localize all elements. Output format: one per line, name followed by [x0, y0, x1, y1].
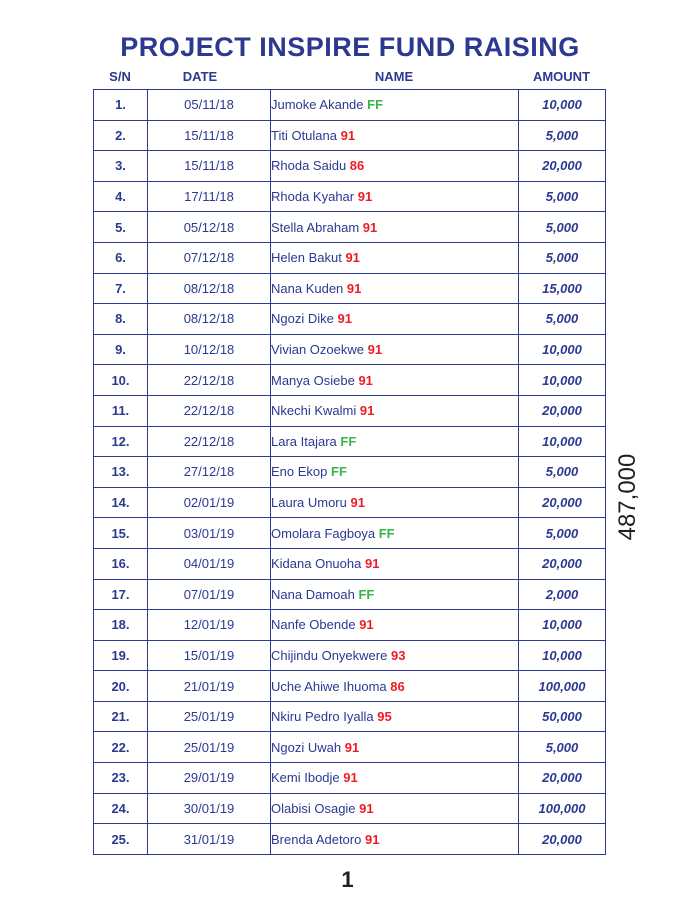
row-code: 91: [345, 250, 360, 266]
column-header-amount: AMOUNT: [532, 69, 591, 84]
row-name: Rhoda Saidu: [271, 158, 347, 174]
row-date: 21/01/19: [148, 671, 271, 702]
row-date: 03/01/19: [148, 518, 271, 549]
row-name-cell: [271, 487, 519, 518]
table-row: [94, 90, 606, 121]
row-amount: 10,000: [519, 334, 606, 365]
row-date: 12/01/19: [148, 610, 271, 641]
table-row: [94, 610, 606, 641]
row-code: 91: [343, 770, 358, 786]
grand-total: 487,000: [614, 453, 641, 541]
column-header-sn: S/N: [109, 69, 131, 84]
row-serial-number: 16.: [94, 548, 148, 579]
row-code: 93: [390, 647, 406, 663]
row-code: 86: [349, 158, 365, 174]
row-amount: 2,000: [519, 579, 606, 610]
row-code: FF: [340, 433, 357, 449]
row-date: 22/12/18: [148, 395, 271, 426]
row-name-cell: [271, 304, 519, 335]
row-serial-number: 1.: [94, 90, 148, 121]
row-serial-number: 19.: [94, 640, 148, 671]
row-date: 25/01/19: [148, 701, 271, 732]
row-amount: 20,000: [519, 395, 606, 426]
row-code: 91: [337, 311, 352, 327]
row-name-cell: [271, 671, 519, 702]
row-serial-number: 23.: [94, 763, 148, 794]
table-row: [94, 151, 606, 182]
table-row: [94, 824, 606, 855]
row-name: Chijindu Onyekwere: [271, 647, 388, 663]
row-date: 04/01/19: [148, 548, 271, 579]
row-name-cell: [271, 518, 519, 549]
row-name: Nkechi Kwalmi: [271, 403, 357, 419]
row-code: 91: [367, 342, 383, 358]
row-name: Nkiru Pedro Iyalla: [271, 709, 374, 725]
row-name-cell: [271, 365, 519, 396]
table-row: [94, 365, 606, 396]
column-header-date: DATE: [182, 69, 218, 84]
row-name: Uche Ahiwe Ihuoma: [271, 678, 387, 694]
row-name-cell: [271, 793, 519, 824]
row-date: 15/01/19: [148, 640, 271, 671]
row-code: 91: [344, 739, 360, 755]
row-serial-number: 25.: [94, 824, 148, 855]
page-title: PROJECT INSPIRE FUND RAISING: [120, 32, 580, 62]
row-code: FF: [358, 586, 375, 602]
row-amount: 20,000: [519, 548, 606, 579]
row-date: 15/11/18: [148, 120, 271, 151]
row-code: 91: [359, 403, 375, 419]
row-serial-number: 22.: [94, 732, 148, 763]
table-row: [94, 212, 606, 243]
row-name: Kemi Ibodje: [271, 770, 340, 786]
row-code: 91: [364, 556, 380, 572]
row-serial-number: 13.: [94, 457, 148, 488]
row-amount: 5,000: [519, 304, 606, 335]
table-row: [94, 548, 606, 579]
row-name: Manya Osiebe: [271, 372, 355, 388]
row-date: 30/01/19: [148, 793, 271, 824]
row-amount: 5,000: [519, 120, 606, 151]
row-name-cell: [271, 212, 519, 243]
contributions-table: [93, 89, 606, 855]
row-code: FF: [331, 464, 347, 480]
row-amount: 5,000: [519, 242, 606, 273]
table-row: [94, 273, 606, 304]
row-amount: 10,000: [519, 640, 606, 671]
row-amount: 100,000: [519, 671, 606, 702]
table-row: [94, 579, 606, 610]
row-serial-number: 15.: [94, 518, 148, 549]
row-date: 15/11/18: [148, 151, 271, 182]
row-date: 08/12/18: [148, 273, 271, 304]
row-name: Jumoke Akande: [271, 97, 364, 113]
table-row: [94, 487, 606, 518]
row-code: FF: [378, 525, 395, 541]
row-date: 22/12/18: [148, 426, 271, 457]
row-date: 07/01/19: [148, 579, 271, 610]
row-amount: 5,000: [519, 518, 606, 549]
row-serial-number: 8.: [94, 304, 148, 335]
row-name-cell: [271, 181, 519, 212]
row-code: FF: [367, 97, 384, 113]
row-name-cell: [271, 824, 519, 855]
row-name-cell: [271, 610, 519, 641]
row-date: 10/12/18: [148, 334, 271, 365]
row-code: 91: [359, 617, 374, 633]
row-serial-number: 21.: [94, 701, 148, 732]
row-code: 86: [390, 678, 405, 694]
table-row: [94, 763, 606, 794]
row-serial-number: 17.: [94, 579, 148, 610]
table-row: [94, 457, 606, 488]
row-code: 91: [340, 127, 356, 143]
row-name-cell: [271, 763, 519, 794]
row-serial-number: 18.: [94, 610, 148, 641]
row-name-cell: [271, 395, 519, 426]
row-name: Vivian Ozoekwe: [271, 342, 364, 358]
row-code: 91: [359, 800, 374, 816]
row-amount: 20,000: [519, 487, 606, 518]
row-name: Eno Ekop: [271, 464, 328, 480]
row-code: 91: [358, 372, 373, 388]
row-name-cell: [271, 90, 519, 121]
row-amount: 20,000: [519, 151, 606, 182]
row-serial-number: 2.: [94, 120, 148, 151]
table-row: [94, 242, 606, 273]
row-amount: 5,000: [519, 732, 606, 763]
row-amount: 10,000: [519, 90, 606, 121]
row-name-cell: [271, 548, 519, 579]
row-code: 91: [350, 495, 365, 511]
table-row: [94, 426, 606, 457]
row-serial-number: 7.: [94, 273, 148, 304]
table-row: [94, 701, 606, 732]
row-code: 91: [362, 219, 378, 235]
row-name-cell: [271, 242, 519, 273]
row-date: 29/01/19: [148, 763, 271, 794]
row-name-cell: [271, 273, 519, 304]
table-row: [94, 732, 606, 763]
row-name: Nana Damoah: [271, 586, 355, 602]
row-date: 07/12/18: [148, 242, 271, 273]
row-name-cell: [271, 457, 519, 488]
row-serial-number: 9.: [94, 334, 148, 365]
row-name: Omolara Fagboya: [271, 525, 376, 541]
row-code: 91: [357, 189, 373, 205]
row-date: 25/01/19: [148, 732, 271, 763]
row-name-cell: [271, 151, 519, 182]
row-date: 31/01/19: [148, 824, 271, 855]
contributions-table-body: [94, 90, 606, 855]
row-name-cell: [271, 426, 519, 457]
row-date: 22/12/18: [148, 365, 271, 396]
row-serial-number: 5.: [94, 212, 148, 243]
row-name: Laura Umoru: [271, 495, 347, 511]
row-code: 91: [346, 280, 362, 296]
row-name: Kidana Onuoha: [271, 556, 362, 572]
row-name: Olabisi Osagie: [271, 800, 356, 816]
table-row: [94, 304, 606, 335]
row-name-cell: [271, 701, 519, 732]
row-name: Titi Otulana: [271, 127, 337, 143]
row-amount: 10,000: [519, 426, 606, 457]
row-serial-number: 10.: [94, 365, 148, 396]
row-amount: 20,000: [519, 763, 606, 794]
row-amount: 10,000: [519, 610, 606, 641]
row-name-cell: [271, 640, 519, 671]
row-serial-number: 24.: [94, 793, 148, 824]
row-name: Rhoda Kyahar: [271, 189, 355, 205]
row-amount: 5,000: [519, 212, 606, 243]
row-amount: 50,000: [519, 701, 606, 732]
row-serial-number: 20.: [94, 671, 148, 702]
table-row: [94, 640, 606, 671]
page-number: 1: [341, 867, 354, 892]
row-name: Helen Bakut: [271, 250, 342, 266]
table-row: [94, 518, 606, 549]
row-amount: 10,000: [519, 365, 606, 396]
row-date: 05/12/18: [148, 212, 271, 243]
table-row: [94, 334, 606, 365]
row-name-cell: [271, 579, 519, 610]
table-row: [94, 120, 606, 151]
row-amount: 15,000: [519, 273, 606, 304]
table-row: [94, 671, 606, 702]
row-amount: 100,000: [519, 793, 606, 824]
row-date: 17/11/18: [148, 181, 271, 212]
row-serial-number: 14.: [94, 487, 148, 518]
row-name: Nanfe Obende: [271, 617, 356, 633]
table-row: [94, 395, 606, 426]
row-serial-number: 6.: [94, 242, 148, 273]
row-code: 91: [364, 831, 380, 847]
row-code: 95: [377, 709, 392, 725]
row-name-cell: [271, 120, 519, 151]
row-serial-number: 12.: [94, 426, 148, 457]
row-amount: 5,000: [519, 457, 606, 488]
table-row: [94, 793, 606, 824]
row-date: 08/12/18: [148, 304, 271, 335]
row-amount: 5,000: [519, 181, 606, 212]
row-amount: 20,000: [519, 824, 606, 855]
row-name: Nana Kuden: [271, 280, 344, 296]
row-serial-number: 11.: [94, 395, 148, 426]
row-name: Lara Itajara: [271, 433, 337, 449]
row-name-cell: [271, 334, 519, 365]
table-row: [94, 181, 606, 212]
row-date: 27/12/18: [148, 457, 271, 488]
row-name: Ngozi Dike: [271, 311, 334, 327]
row-date: 02/01/19: [148, 487, 271, 518]
row-date: 05/11/18: [148, 90, 271, 121]
row-name: Brenda Adetoro: [271, 831, 362, 847]
row-name-cell: [271, 732, 519, 763]
row-serial-number: 3.: [94, 151, 148, 182]
row-name: Ngozi Uwah: [271, 739, 342, 755]
row-serial-number: 4.: [94, 181, 148, 212]
column-header-name: NAME: [374, 69, 414, 84]
row-name: Stella Abraham: [271, 219, 360, 235]
